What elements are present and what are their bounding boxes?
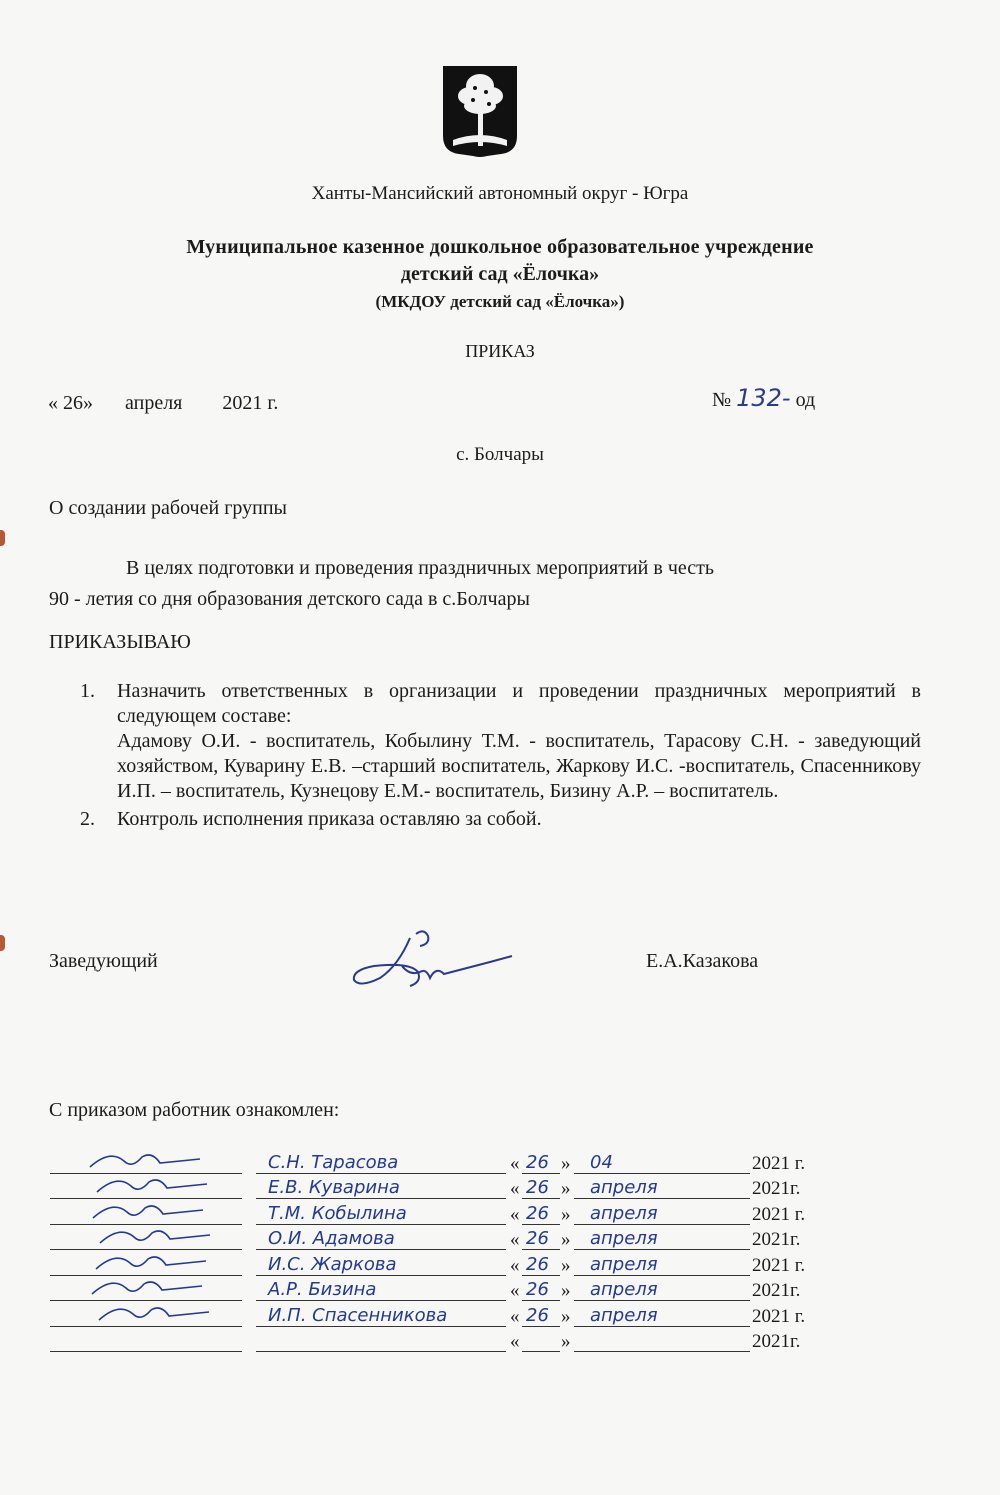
day-cell xyxy=(522,1151,560,1174)
signature-cell xyxy=(50,1278,242,1301)
day-cell xyxy=(522,1304,560,1327)
number-handwritten: 132- xyxy=(736,384,791,412)
page-edge-mark xyxy=(0,935,5,951)
month-cell xyxy=(574,1151,750,1174)
ack-month: апреля xyxy=(590,1202,658,1224)
month-cell xyxy=(574,1202,750,1225)
ack-day: 26 xyxy=(526,1228,549,1249)
ack-year: 2021 г. xyxy=(752,1203,806,1225)
employee-name: О.И. Адамова xyxy=(268,1228,395,1249)
region-name: Ханты-Мансийский автономный округ - Югра xyxy=(311,183,689,204)
number-prefix: № xyxy=(712,389,732,411)
acknowledgement-table xyxy=(50,1150,830,1354)
month-cell xyxy=(574,1176,750,1199)
order-number xyxy=(712,384,815,412)
ack-year: 2021г. xyxy=(752,1280,801,1301)
number-suffix: од xyxy=(795,389,816,411)
institution-line-2: детский сад «Ёлочка» xyxy=(400,263,600,285)
quote-close: » xyxy=(561,1178,571,1199)
employee-name-cell xyxy=(256,1176,506,1199)
employee-name-cell xyxy=(256,1304,506,1327)
document-type: ПРИКАЗ xyxy=(465,341,535,361)
ack-year: 2021г. xyxy=(752,1331,801,1352)
institution-line-1: Муниципальное казенное дошкольное образовательное учреждение xyxy=(186,236,814,258)
quote-open: « xyxy=(510,1254,520,1276)
employee-signature-image xyxy=(80,1274,220,1300)
ack-day: 26 xyxy=(526,1151,549,1173)
ack-year: 2021 г. xyxy=(752,1152,806,1174)
day-cell xyxy=(522,1176,560,1199)
employee-signature-image xyxy=(80,1223,220,1249)
employee-name: И.П. Спасенникова xyxy=(268,1304,448,1326)
signature-cell xyxy=(50,1329,242,1352)
coat-of-arms-emblem-icon xyxy=(443,66,517,158)
signature-cell xyxy=(50,1176,242,1199)
order-items-list xyxy=(80,679,921,832)
quote-open: « xyxy=(510,1229,520,1250)
day-cell xyxy=(522,1329,560,1352)
employee-signature-image xyxy=(80,1249,220,1275)
signer-position: Заведующий xyxy=(49,950,158,972)
quote-close: » xyxy=(561,1331,571,1352)
signature-cell xyxy=(50,1151,242,1174)
employee-name: С.Н. Тарасова xyxy=(268,1151,399,1173)
employee-name-cell xyxy=(256,1202,506,1225)
signer-name: Е.А.Казакова xyxy=(646,950,759,972)
order-subject: О создании рабочей группы xyxy=(49,497,287,519)
ack-year: 2021 г. xyxy=(752,1305,806,1327)
employee-name-cell xyxy=(256,1278,506,1301)
ack-day: 26 xyxy=(526,1304,549,1326)
month-cell xyxy=(574,1227,750,1250)
ack-day: 26 xyxy=(526,1279,549,1300)
employee-signature-image xyxy=(80,1300,220,1326)
day-cell xyxy=(522,1278,560,1301)
signature-cell xyxy=(50,1202,242,1225)
village-name: с. Болчары xyxy=(456,444,544,465)
quote-open: « xyxy=(510,1331,520,1352)
employee-name: А.Р. Бизина xyxy=(268,1279,377,1300)
order-word: ПРИКАЗЫВАЮ xyxy=(49,631,191,653)
item-text-main: Назначить ответственных в организации и проведении праздничных мероприятий в следующем составе: xyxy=(117,680,921,727)
ack-month: апреля xyxy=(590,1279,658,1300)
date-year: 2021 г. xyxy=(222,392,279,414)
item-text xyxy=(117,679,921,804)
employee-signature-image xyxy=(80,1198,220,1224)
table-row xyxy=(50,1329,830,1355)
ack-month: апреля xyxy=(590,1253,658,1275)
employee-name: Т.М. Кобылина xyxy=(268,1202,407,1224)
employee-name-cell xyxy=(256,1253,506,1276)
item-text: Контроль исполнения приказа оставляю за собой. xyxy=(117,808,542,830)
date-month: апреля xyxy=(125,392,183,414)
employee-signature-image xyxy=(80,1147,220,1173)
acknowledgement-title: С приказом работник ознакомлен: xyxy=(49,1099,340,1121)
ack-month: апреля xyxy=(590,1177,658,1198)
day-cell xyxy=(522,1202,560,1225)
employee-name-cell xyxy=(256,1151,506,1174)
quote-close: » xyxy=(561,1280,571,1301)
item-number: 1. xyxy=(80,680,95,702)
signature-cell xyxy=(50,1253,242,1276)
ack-month: апреля xyxy=(590,1228,658,1249)
day-cell xyxy=(522,1253,560,1276)
table-row xyxy=(50,1303,830,1329)
month-cell xyxy=(574,1304,750,1327)
quote-close: » xyxy=(561,1254,571,1276)
ack-year: 2021г. xyxy=(752,1229,801,1250)
ack-year: 2021г. xyxy=(752,1178,801,1199)
employee-name-cell xyxy=(256,1329,506,1352)
month-cell xyxy=(574,1253,750,1276)
signature-cell xyxy=(50,1227,242,1250)
quote-close: » xyxy=(561,1203,571,1225)
employee-signature-image xyxy=(80,1172,220,1198)
institution-line-3: (МКДОУ детский сад «Ёлочка») xyxy=(375,292,625,311)
ack-day: 26 xyxy=(526,1253,549,1275)
quote-open: « xyxy=(510,1305,520,1327)
order-date xyxy=(48,392,278,415)
quote-open: « xyxy=(510,1178,520,1199)
purpose-line-2: 90 - летия со дня образования детского сада в с.Болчары xyxy=(49,588,530,610)
ack-month: 04 xyxy=(590,1151,613,1173)
quote-open: « xyxy=(510,1280,520,1301)
quote-open: « xyxy=(510,1152,520,1174)
employee-name-cell xyxy=(256,1227,506,1250)
employee-name: Е.В. Куварина xyxy=(268,1177,400,1198)
signature-cell xyxy=(50,1304,242,1327)
ack-day: 26 xyxy=(526,1177,549,1198)
list-item xyxy=(80,679,921,804)
month-cell xyxy=(574,1278,750,1301)
purpose-line-1: В целях подготовки и проведения праздничных мероприятий в честь xyxy=(126,557,714,579)
list-item xyxy=(80,807,921,832)
day-cell xyxy=(522,1227,560,1250)
page-edge-mark xyxy=(0,530,5,546)
director-signature-image xyxy=(340,926,520,1006)
month-cell xyxy=(574,1329,750,1352)
institution-name xyxy=(0,234,1000,315)
item-text-staff: Адамову О.И. - воспитатель, Кобылину Т.М. - воспитатель, Тарасову С.Н. - заведующий хозяйством, Куварину Е.В. –старший воспитатель, Жаркову И.С. -воспитатель, Спасенникову И.П. – воспитатель, Кузнецову Е.М.- воспитатель, Бизину А.Р. – воспитатель. xyxy=(117,730,921,802)
ack-month: апреля xyxy=(590,1304,658,1326)
quote-close: » xyxy=(561,1305,571,1327)
quote-open: « xyxy=(510,1203,520,1225)
quote-close: » xyxy=(561,1229,571,1250)
employee-name: И.С. Жаркова xyxy=(268,1253,397,1275)
ack-day: 26 xyxy=(526,1202,549,1224)
item-number: 2. xyxy=(80,808,95,830)
order-purpose xyxy=(49,553,920,615)
date-day: « 26» xyxy=(48,392,93,414)
ack-year: 2021 г. xyxy=(752,1254,806,1276)
quote-close: » xyxy=(561,1152,571,1174)
